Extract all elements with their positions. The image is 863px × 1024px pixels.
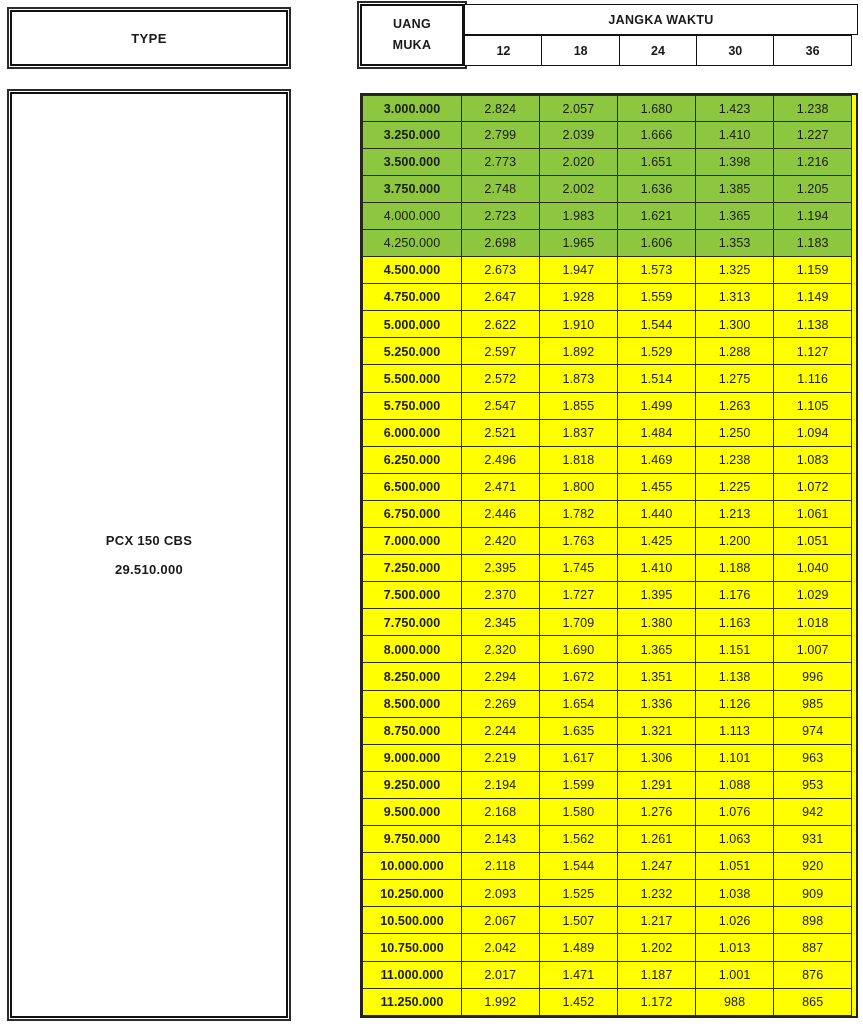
header-down-payment [360, 4, 464, 66]
cell-down-payment: 4.500.000 [362, 256, 462, 285]
cell-installment-30: 1.225 [695, 473, 775, 502]
cell-installment-18: 1.544 [539, 852, 619, 881]
header-tenor: JANGKA WAKTU [464, 4, 858, 35]
cell-installment-12: 2.194 [461, 771, 541, 800]
cell-installment-30: 1.038 [695, 879, 775, 908]
cell-installment-12: 2.723 [461, 202, 541, 231]
cell-installment-18: 1.910 [539, 310, 619, 339]
cell-down-payment: 7.500.000 [362, 581, 462, 610]
cell-installment-30: 1.051 [695, 852, 775, 881]
cell-installment-36: 920 [773, 852, 853, 881]
cell-installment-36: 996 [773, 662, 853, 691]
cell-installment-18: 1.580 [539, 798, 619, 827]
cell-down-payment: 10.750.000 [362, 933, 462, 962]
cell-installment-30: 1.063 [695, 825, 775, 854]
cell-installment-36: 1.105 [773, 392, 853, 421]
table-row [362, 718, 856, 745]
cell-installment-36: 1.094 [773, 419, 853, 448]
cell-installment-30: 1.126 [695, 690, 775, 719]
cell-down-payment: 8.750.000 [362, 717, 462, 746]
cell-down-payment: 6.000.000 [362, 419, 462, 448]
cell-down-payment: 8.500.000 [362, 690, 462, 719]
cell-installment-36: 985 [773, 690, 853, 719]
cell-installment-30: 1.353 [695, 229, 775, 258]
cell-down-payment: 4.000.000 [362, 202, 462, 231]
cell-installment-12: 2.244 [461, 717, 541, 746]
cell-installment-18: 2.020 [539, 148, 619, 177]
table-row [362, 393, 856, 420]
cell-installment-24: 1.276 [617, 798, 697, 827]
cell-installment-36: 1.205 [773, 175, 853, 204]
table-row [362, 664, 856, 691]
cell-installment-18: 1.965 [539, 229, 619, 258]
table-row [362, 447, 856, 474]
cell-installment-30: 1.113 [695, 717, 775, 746]
table-row [362, 285, 856, 312]
cell-installment-24: 1.455 [617, 473, 697, 502]
cell-installment-24: 1.380 [617, 608, 697, 637]
cell-installment-36: 1.061 [773, 500, 853, 529]
cell-installment-12: 2.370 [461, 581, 541, 610]
cell-installment-24: 1.680 [617, 95, 697, 122]
cell-installment-24: 1.529 [617, 337, 697, 366]
cell-installment-12: 2.118 [461, 852, 541, 881]
cell-installment-24: 1.636 [617, 175, 697, 204]
cell-installment-36: 1.238 [773, 95, 853, 122]
cell-installment-36: 1.072 [773, 473, 853, 502]
table-row [362, 501, 856, 528]
cell-installment-18: 1.892 [539, 337, 619, 366]
cell-installment-12: 2.622 [461, 310, 541, 339]
table-row [362, 799, 856, 826]
cell-down-payment: 5.250.000 [362, 337, 462, 366]
cell-installment-30: 1.288 [695, 337, 775, 366]
header-down-payment-line2: MUKA [392, 38, 432, 52]
table-row [362, 691, 856, 718]
cell-installment-18: 1.471 [539, 961, 619, 990]
cell-installment-36: 1.183 [773, 229, 853, 258]
table-row [362, 122, 856, 149]
cell-installment-36: 974 [773, 717, 853, 746]
cell-installment-24: 1.395 [617, 581, 697, 610]
cell-installment-18: 1.507 [539, 906, 619, 935]
cell-installment-30: 1.200 [695, 527, 775, 556]
header-month-row [464, 35, 858, 66]
cell-installment-24: 1.365 [617, 635, 697, 664]
cell-down-payment: 3.250.000 [362, 121, 462, 150]
cell-installment-24: 1.621 [617, 202, 697, 231]
cell-installment-12: 2.042 [461, 933, 541, 962]
cell-installment-12: 2.647 [461, 283, 541, 312]
cell-down-payment: 9.000.000 [362, 744, 462, 773]
cell-installment-36: 1.216 [773, 148, 853, 177]
cell-installment-12: 2.496 [461, 446, 541, 475]
cell-installment-18: 1.763 [539, 527, 619, 556]
cell-installment-36: 1.138 [773, 310, 853, 339]
type-body-box [10, 92, 288, 1018]
cell-installment-12: 2.320 [461, 635, 541, 664]
cell-installment-36: 1.227 [773, 121, 853, 150]
cell-installment-18: 1.599 [539, 771, 619, 800]
cell-installment-24: 1.261 [617, 825, 697, 854]
cell-installment-12: 2.143 [461, 825, 541, 854]
installment-table-body [360, 93, 858, 1018]
cell-installment-18: 1.617 [539, 744, 619, 773]
cell-installment-18: 1.818 [539, 446, 619, 475]
cell-installment-12: 2.572 [461, 364, 541, 393]
cell-installment-24: 1.666 [617, 121, 697, 150]
cell-installment-18: 2.002 [539, 175, 619, 204]
cell-installment-36: 1.029 [773, 581, 853, 610]
header-month-12: 12 [464, 35, 543, 66]
cell-installment-12: 2.446 [461, 500, 541, 529]
cell-installment-30: 1.138 [695, 662, 775, 691]
table-row [362, 854, 856, 881]
type-header-box [10, 10, 288, 66]
cell-installment-30: 1.188 [695, 554, 775, 583]
cell-installment-30: 1.250 [695, 419, 775, 448]
cell-installment-30: 1.300 [695, 310, 775, 339]
cell-down-payment: 6.500.000 [362, 473, 462, 502]
cell-installment-30: 988 [695, 988, 775, 1017]
cell-installment-18: 1.800 [539, 473, 619, 502]
cell-installment-30: 1.238 [695, 446, 775, 475]
cell-installment-12: 2.748 [461, 175, 541, 204]
cell-down-payment: 9.250.000 [362, 771, 462, 800]
cell-installment-24: 1.573 [617, 256, 697, 285]
cell-installment-18: 1.983 [539, 202, 619, 231]
cell-installment-24: 1.606 [617, 229, 697, 258]
cell-installment-12: 2.345 [461, 608, 541, 637]
table-row [362, 556, 856, 583]
cell-installment-30: 1.213 [695, 500, 775, 529]
table-row [362, 312, 856, 339]
cell-installment-24: 1.172 [617, 988, 697, 1017]
cell-installment-30: 1.365 [695, 202, 775, 231]
cell-down-payment: 5.750.000 [362, 392, 462, 421]
cell-installment-12: 2.294 [461, 662, 541, 691]
cell-installment-24: 1.306 [617, 744, 697, 773]
cell-installment-24: 1.321 [617, 717, 697, 746]
cell-installment-12: 2.168 [461, 798, 541, 827]
cell-down-payment: 11.000.000 [362, 961, 462, 990]
cell-installment-18: 1.947 [539, 256, 619, 285]
cell-down-payment: 7.250.000 [362, 554, 462, 583]
cell-installment-24: 1.202 [617, 933, 697, 962]
cell-installment-24: 1.247 [617, 852, 697, 881]
cell-installment-30: 1.026 [695, 906, 775, 935]
cell-installment-30: 1.325 [695, 256, 775, 285]
cell-installment-18: 1.855 [539, 392, 619, 421]
cell-installment-12: 2.067 [461, 906, 541, 935]
table-row [362, 95, 856, 122]
cell-installment-12: 2.420 [461, 527, 541, 556]
cell-installment-24: 1.651 [617, 148, 697, 177]
cell-installment-12: 2.547 [461, 392, 541, 421]
cell-installment-12: 2.698 [461, 229, 541, 258]
cell-installment-18: 1.745 [539, 554, 619, 583]
cell-down-payment: 9.500.000 [362, 798, 462, 827]
cell-installment-12: 2.673 [461, 256, 541, 285]
cell-installment-30: 1.423 [695, 95, 775, 122]
cell-installment-18: 1.928 [539, 283, 619, 312]
cell-installment-12: 2.219 [461, 744, 541, 773]
cell-installment-12: 2.269 [461, 690, 541, 719]
cell-installment-36: 963 [773, 744, 853, 773]
cell-installment-18: 2.057 [539, 95, 619, 122]
cell-installment-30: 1.088 [695, 771, 775, 800]
cell-installment-24: 1.187 [617, 961, 697, 990]
cell-installment-36: 887 [773, 933, 853, 962]
cell-installment-24: 1.440 [617, 500, 697, 529]
cell-down-payment: 8.000.000 [362, 635, 462, 664]
cell-installment-24: 1.410 [617, 554, 697, 583]
cell-down-payment: 9.750.000 [362, 825, 462, 854]
cell-installment-24: 1.499 [617, 392, 697, 421]
cell-installment-18: 1.727 [539, 581, 619, 610]
table-row [362, 772, 856, 799]
cell-installment-36: 876 [773, 961, 853, 990]
cell-installment-18: 1.709 [539, 608, 619, 637]
installment-table-area [360, 0, 863, 1024]
cell-installment-30: 1.410 [695, 121, 775, 150]
header-down-payment-line1: UANG [392, 17, 431, 32]
table-row [362, 745, 856, 772]
table-row [362, 962, 856, 989]
cell-down-payment: 4.250.000 [362, 229, 462, 258]
table-row [362, 935, 856, 962]
cell-installment-12: 2.395 [461, 554, 541, 583]
cell-installment-12: 2.093 [461, 879, 541, 908]
cell-installment-24: 1.544 [617, 310, 697, 339]
table-row [362, 989, 856, 1016]
cell-installment-24: 1.469 [617, 446, 697, 475]
header-month-18: 18 [541, 35, 620, 66]
cell-installment-12: 2.521 [461, 419, 541, 448]
cell-installment-30: 1.163 [695, 608, 775, 637]
cell-down-payment: 6.750.000 [362, 500, 462, 529]
cell-installment-24: 1.559 [617, 283, 697, 312]
cell-installment-30: 1.076 [695, 798, 775, 827]
cell-installment-36: 1.116 [773, 364, 853, 393]
cell-installment-18: 1.837 [539, 419, 619, 448]
table-row [362, 827, 856, 854]
table-row [362, 203, 856, 230]
cell-installment-36: 909 [773, 879, 853, 908]
cell-installment-18: 2.039 [539, 121, 619, 150]
cell-installment-36: 931 [773, 825, 853, 854]
cell-installment-30: 1.263 [695, 392, 775, 421]
cell-installment-24: 1.484 [617, 419, 697, 448]
cell-installment-24: 1.336 [617, 690, 697, 719]
table-header [360, 4, 858, 66]
cell-installment-30: 1.101 [695, 744, 775, 773]
cell-installment-36: 1.007 [773, 635, 853, 664]
table-row [362, 176, 856, 203]
cell-down-payment: 5.000.000 [362, 310, 462, 339]
cell-down-payment: 6.250.000 [362, 446, 462, 475]
cell-installment-36: 1.051 [773, 527, 853, 556]
cell-installment-12: 2.799 [461, 121, 541, 150]
cell-installment-36: 1.018 [773, 608, 853, 637]
cell-installment-30: 1.176 [695, 581, 775, 610]
cell-down-payment: 3.000.000 [362, 95, 462, 122]
cell-installment-30: 1.398 [695, 148, 775, 177]
cell-installment-24: 1.351 [617, 662, 697, 691]
cell-down-payment: 11.250.000 [362, 988, 462, 1017]
cell-installment-18: 1.452 [539, 988, 619, 1017]
cell-installment-36: 1.127 [773, 337, 853, 366]
cell-down-payment: 3.500.000 [362, 148, 462, 177]
type-header-label: TYPE [131, 30, 167, 46]
cell-installment-30: 1.313 [695, 283, 775, 312]
table-row [362, 637, 856, 664]
header-month-36: 36 [773, 35, 852, 66]
cell-installment-12: 1.992 [461, 988, 541, 1017]
cell-installment-12: 2.017 [461, 961, 541, 990]
cell-down-payment: 10.250.000 [362, 879, 462, 908]
cell-installment-24: 1.217 [617, 906, 697, 935]
vehicle-name: PCX 150 CBS [105, 533, 193, 548]
cell-installment-18: 1.562 [539, 825, 619, 854]
vehicle-price: 29.510.000 [114, 562, 184, 577]
cell-installment-30: 1.013 [695, 933, 775, 962]
table-row [362, 610, 856, 637]
cell-installment-18: 1.489 [539, 933, 619, 962]
table-row [362, 339, 856, 366]
table-row [362, 583, 856, 610]
table-row [362, 149, 856, 176]
table-row [362, 366, 856, 393]
header-month-30: 30 [696, 35, 775, 66]
table-row [362, 420, 856, 447]
cell-down-payment: 10.500.000 [362, 906, 462, 935]
cell-down-payment: 3.750.000 [362, 175, 462, 204]
cell-down-payment: 7.000.000 [362, 527, 462, 556]
cell-installment-18: 1.654 [539, 690, 619, 719]
cell-installment-36: 865 [773, 988, 853, 1017]
cell-installment-30: 1.275 [695, 364, 775, 393]
header-month-24: 24 [619, 35, 698, 66]
cell-installment-12: 2.597 [461, 337, 541, 366]
cell-installment-36: 1.159 [773, 256, 853, 285]
cell-installment-24: 1.425 [617, 527, 697, 556]
cell-down-payment: 4.750.000 [362, 283, 462, 312]
table-row [362, 881, 856, 908]
cell-installment-12: 2.773 [461, 148, 541, 177]
cell-installment-12: 2.471 [461, 473, 541, 502]
table-row [362, 529, 856, 556]
cell-installment-30: 1.151 [695, 635, 775, 664]
cell-installment-24: 1.514 [617, 364, 697, 393]
cell-installment-18: 1.873 [539, 364, 619, 393]
cell-installment-36: 1.083 [773, 446, 853, 475]
cell-down-payment: 10.000.000 [362, 852, 462, 881]
table-row [362, 474, 856, 501]
table-row [362, 258, 856, 285]
cell-installment-36: 1.040 [773, 554, 853, 583]
cell-installment-36: 898 [773, 906, 853, 935]
cell-installment-18: 1.525 [539, 879, 619, 908]
cell-installment-12: 2.824 [461, 95, 541, 122]
cell-installment-36: 942 [773, 798, 853, 827]
cell-installment-18: 1.782 [539, 500, 619, 529]
cell-installment-18: 1.635 [539, 717, 619, 746]
cell-installment-36: 953 [773, 771, 853, 800]
cell-installment-30: 1.001 [695, 961, 775, 990]
type-panel [0, 0, 300, 1024]
cell-installment-24: 1.232 [617, 879, 697, 908]
cell-down-payment: 8.250.000 [362, 662, 462, 691]
cell-down-payment: 7.750.000 [362, 608, 462, 637]
cell-installment-18: 1.672 [539, 662, 619, 691]
cell-installment-30: 1.385 [695, 175, 775, 204]
table-row [362, 230, 856, 257]
cell-installment-18: 1.690 [539, 635, 619, 664]
cell-down-payment: 5.500.000 [362, 364, 462, 393]
table-row [362, 908, 856, 935]
cell-installment-36: 1.149 [773, 283, 853, 312]
cell-installment-24: 1.291 [617, 771, 697, 800]
cell-installment-36: 1.194 [773, 202, 853, 231]
